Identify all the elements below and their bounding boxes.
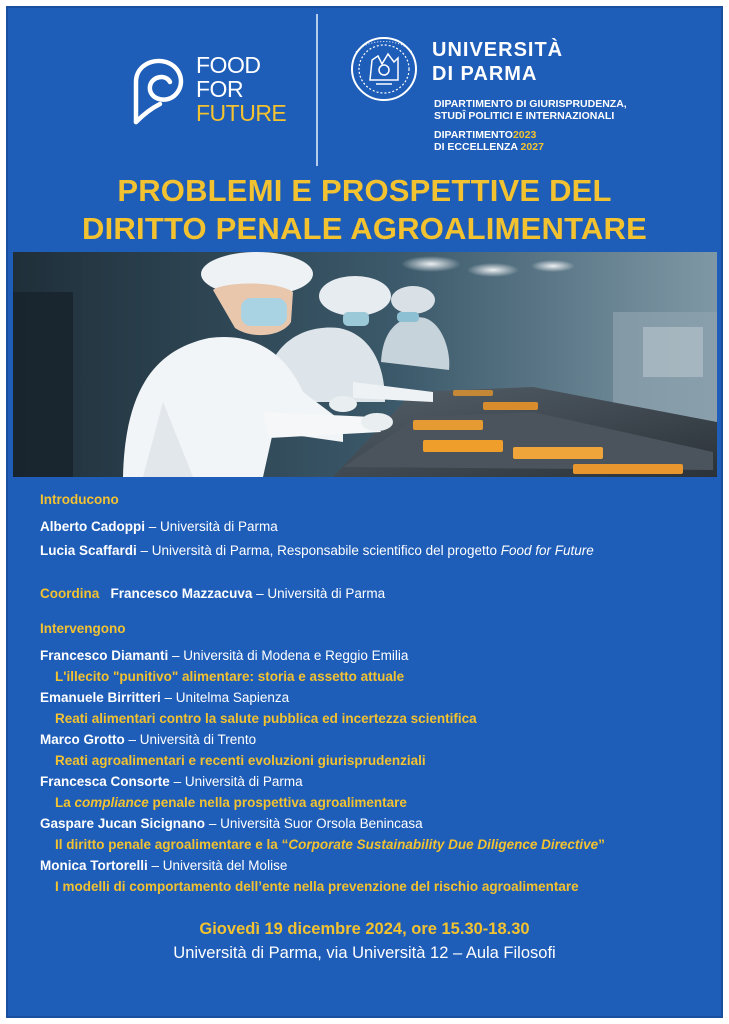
talk-title-italic: compliance: [74, 795, 149, 810]
talk-title: L'illecito "punitivo" alimentare: storia e assetto attuale: [55, 669, 405, 684]
speaker-affiliation: – Università di Parma, Responsabile scientifico del progetto: [136, 543, 501, 558]
title-line1: PROBLEMI E PROSPETTIVE DEL: [117, 173, 612, 208]
event-details: [8, 918, 721, 964]
university-name-line2: DI PARMA: [432, 63, 538, 85]
photo-illustration: [13, 252, 717, 477]
speaker-name: Lucia Scaffardi: [40, 543, 137, 558]
talk-title: [40, 794, 407, 812]
excellence-line2: DI ECCELLENZA: [434, 141, 518, 153]
speaker-affiliation: – Università del Molise: [147, 858, 288, 873]
talk-title-pre: La: [55, 795, 75, 810]
speaker-name: Francesco Diamanti: [40, 648, 169, 663]
talk-title-post: penale nella prospettiva agroalimentare: [148, 795, 407, 810]
wordmark-line-future: FUTURE: [196, 100, 287, 126]
department-line2: STUDÎ POLITICI E INTERNAZIONALI: [434, 110, 615, 122]
talk-title-italic: Corporate Sustainability Due Diligence Directive: [288, 837, 599, 852]
panel-speaker: [40, 857, 287, 875]
panel-speaker: [40, 815, 423, 833]
speaker-name: Francesca Consorte: [40, 774, 170, 789]
title-line2: DIRITTO PENALE AGROALIMENTARE: [82, 211, 647, 246]
talk-title-pre: Il diritto penale agroalimentare e la “: [55, 837, 289, 852]
wordmark-line-food: FOOD: [196, 52, 261, 78]
event-date-time: Giovedì 19 dicembre 2024, ore 15.30-18.30: [199, 920, 530, 938]
speaker-name: Alberto Cadoppi: [40, 519, 145, 534]
intro-speaker: [40, 518, 278, 536]
event-poster: [6, 6, 723, 1018]
university-name: [432, 38, 563, 86]
talk-title: I modelli di comportamento dell’ente nella prevenzione del rischio agroalimentare: [55, 879, 579, 894]
speaker-affiliation: – Unitelma Sapienza: [160, 690, 290, 705]
food-for-future-wordmark: [196, 53, 286, 125]
university-seal-icon: [348, 34, 424, 104]
speaker-affiliation: – Università di Modena e Reggio Emilia: [168, 648, 409, 663]
excellence-line1: DIPARTIMENTO: [434, 129, 513, 141]
speaker-name: Marco Grotto: [40, 732, 125, 747]
department-excellence: [434, 129, 544, 153]
speaker-name: Monica Tortorelli: [40, 858, 148, 873]
speaker-affiliation: – Università di Parma: [145, 519, 278, 534]
wordmark-line-for: FOR: [196, 76, 244, 102]
panel-speaker: [40, 773, 303, 791]
department-name: [434, 98, 627, 122]
coordinator-affiliation: – Università di Parma: [252, 586, 386, 601]
header-divider: [316, 14, 318, 166]
excellence-year-start: 2023: [512, 129, 537, 141]
intro-speaker: [40, 542, 594, 560]
excellence-year-end: 2027: [520, 141, 544, 153]
talk-title: [40, 836, 605, 854]
project-name: Food for Future: [500, 543, 594, 558]
speaker-affiliation: – Università Suor Orsola Benincasa: [205, 816, 423, 831]
panel-speaker: [40, 647, 408, 665]
event-title: [8, 172, 721, 248]
coordinator-name: Francesco Mazzacuva: [110, 586, 253, 601]
panel-speaker: [40, 731, 256, 749]
talk-title: Reati alimentari contro la salute pubblica ed incertezza scientifica: [55, 711, 477, 726]
food-for-future-swirl-icon: [126, 52, 192, 128]
talk-title: Reati agroalimentari e recenti evoluzioni giurisprudenziali: [55, 753, 426, 768]
food-production-line-photo: [13, 252, 717, 477]
coordina-row: [40, 585, 385, 603]
event-venue: Università di Parma, via Università 12 – Aula Filosofi: [173, 944, 556, 962]
poster-header: [8, 8, 721, 168]
intervengono-label: Intervengono: [40, 621, 126, 636]
speaker-name: Emanuele Birritteri: [40, 690, 161, 705]
speaker-affiliation: – Università di Trento: [124, 732, 257, 747]
coordina-label: Coordina: [40, 586, 100, 601]
department-line1: DIPARTIMENTO DI GIURISPRUDENZA,: [434, 98, 627, 110]
speaker-name: Gaspare Jucan Sicignano: [40, 816, 206, 831]
talk-title-post: ”: [598, 837, 605, 852]
speaker-affiliation: – Università di Parma: [169, 774, 303, 789]
introducono-label: Introducono: [40, 492, 119, 507]
panel-speaker: [40, 689, 289, 707]
university-name-line1: UNIVERSITÀ: [432, 39, 564, 61]
